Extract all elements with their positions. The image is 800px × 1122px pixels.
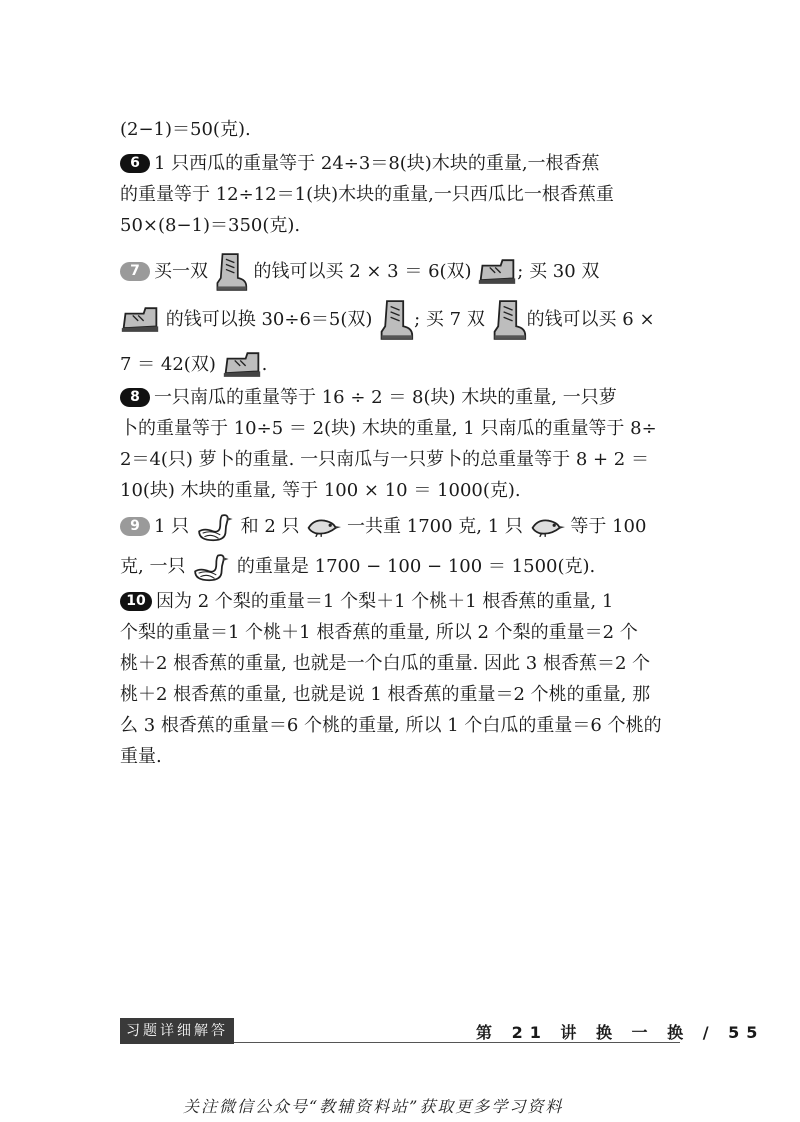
text-line (120, 479, 521, 503)
text-line (120, 745, 162, 769)
text: 个梨的重量＝1 个桃＋1 根香蕉的重量, 所以 2 个梨的重量＝2 个 (120, 622, 638, 643)
swan-icon (195, 512, 235, 542)
solution-10 (120, 590, 613, 614)
text-line (120, 298, 655, 342)
text: 卜的重量等于 10÷5 ＝ 2(块) 木块的重量, 1 只南瓜的重量等于 8÷ (120, 418, 657, 439)
text: 1 只 (154, 516, 190, 537)
text-line (120, 183, 614, 207)
sneaker-icon (477, 258, 517, 286)
solution-6 (120, 152, 600, 176)
text: 和 2 只 (240, 516, 300, 537)
sneaker-icon (222, 351, 262, 379)
text-line (120, 714, 662, 738)
text: 重量. (120, 746, 162, 767)
text-line (120, 350, 267, 380)
text: 2＝4(只) 萝卜的重量. 一只南瓜与一只萝卜的总重量等于 8 + 2 ＝ (120, 449, 649, 470)
text-line (120, 652, 650, 676)
problem-number-badge: 7 (120, 262, 150, 281)
bird-icon (305, 517, 341, 537)
text: 克, 一只 (120, 556, 186, 577)
text: 买一双 (154, 261, 208, 282)
text-line (120, 550, 595, 584)
text-line (120, 448, 649, 472)
text-line (120, 214, 300, 238)
text: 一共重 1700 克, 1 只 (347, 516, 523, 537)
text-line (120, 621, 638, 645)
text: 等于 100 (570, 516, 647, 537)
solution-8 (120, 386, 617, 410)
swan-icon (191, 552, 231, 582)
sneaker-icon (120, 306, 160, 334)
problem-number-badge: 9 (120, 517, 150, 536)
text: 的钱可以买 6 × (526, 309, 655, 330)
text-line (120, 118, 251, 142)
boot-icon (214, 252, 248, 292)
boot-icon (491, 299, 527, 341)
text: 的钱可以买 2 × 3 ＝ 6(双) (253, 261, 472, 282)
section-tag: 习题详细解答 (120, 1018, 234, 1044)
solution-7 (120, 252, 599, 292)
text: 因为 2 个梨的重量＝1 个梨＋1 个桃＋1 根香蕉的重量, 1 (156, 591, 614, 612)
text: 1 只西瓜的重量等于 24÷3＝8(块)木块的重量,一根香蕉 (154, 153, 600, 174)
text-line (120, 683, 650, 707)
problem-number-badge: 8 (120, 388, 150, 407)
text: 50×(8−1)＝350(克). (120, 215, 301, 236)
text: 桃＋2 根香蕉的重量, 也就是说 1 根香蕉的重量＝2 个桃的重量, 那 (120, 684, 651, 705)
text: ; 买 30 双 (517, 261, 600, 282)
watermark: 关注微信公众号“教辅资料站”获取更多学习资料 (183, 1097, 564, 1116)
boot-icon (378, 299, 414, 341)
problem-number-badge: 10 (120, 592, 152, 611)
text: 桃＋2 根香蕉的重量, 也就是一个白瓜的重量. 因此 3 根香蕉＝2 个 (120, 653, 651, 674)
bird-icon (529, 517, 565, 537)
text: 10(块) 木块的重量, 等于 100 × 10 ＝ 1000(克). (120, 480, 521, 501)
solution-9 (120, 510, 646, 544)
text: . (261, 354, 268, 375)
text: 7 ＝ 42(双) (120, 354, 216, 375)
text: 的钱可以换 30÷6＝5(双) (165, 309, 373, 330)
text-line (120, 417, 657, 441)
text: 的重量等于 12÷12＝1(块)木块的重量,一只西瓜比一根香蕉重 (120, 184, 614, 205)
page-header: 第 21 讲 换 一 换 / 55 (476, 1023, 765, 1042)
text: ; 买 7 双 (414, 309, 485, 330)
text: (2−1)＝50(克). (120, 119, 251, 140)
text: 么 3 根香蕉的重量＝6 个桃的重量, 所以 1 个白瓜的重量＝6 个桃的 (120, 715, 662, 736)
problem-number-badge: 6 (120, 154, 150, 173)
text: 一只南瓜的重量等于 16 ÷ 2 ＝ 8(块) 木块的重量, 一只萝 (154, 387, 617, 408)
text: 的重量是 1700 − 100 − 100 ＝ 1500(克). (236, 556, 596, 577)
